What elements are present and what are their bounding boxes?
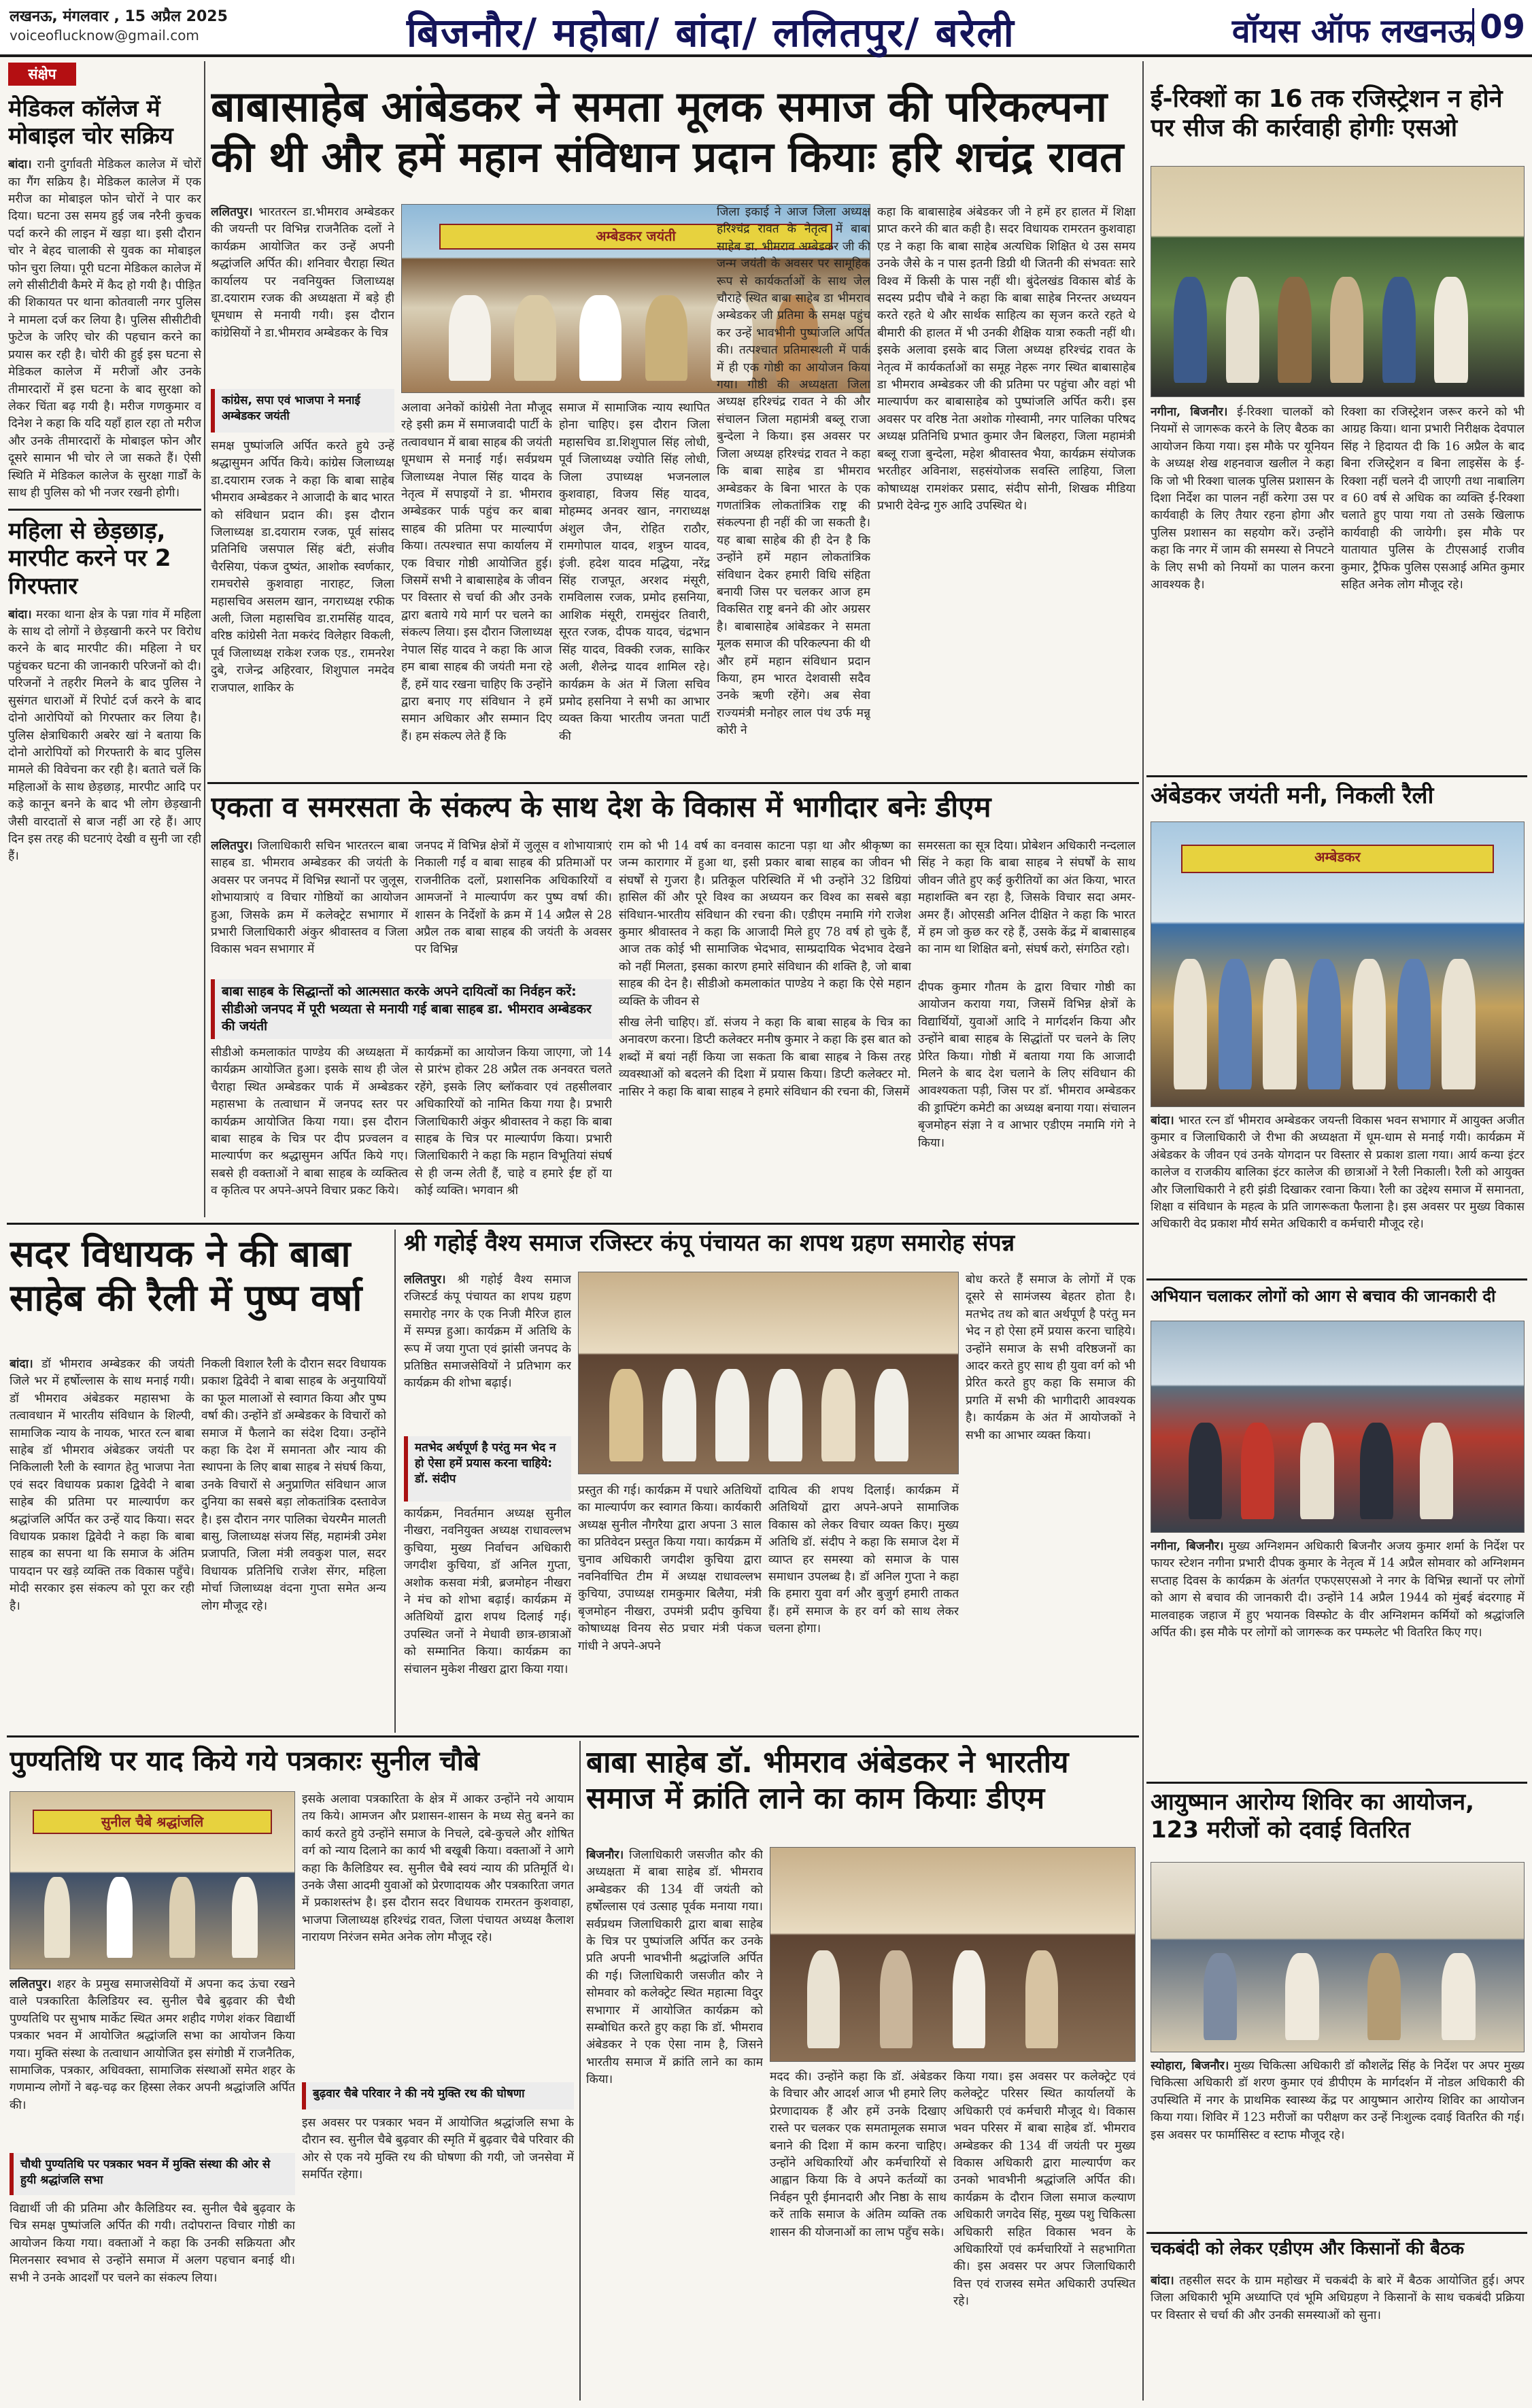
person-figure xyxy=(1219,959,1252,1089)
person-figure xyxy=(44,1877,70,1958)
person-figure xyxy=(715,1369,749,1461)
divider xyxy=(207,782,1139,784)
divider xyxy=(1146,2232,1527,2234)
story6-col3 xyxy=(953,2069,1136,2402)
story4-col4 xyxy=(966,1272,1136,1727)
dateline: बांदा। xyxy=(8,158,32,172)
person-figure xyxy=(1420,1423,1453,1520)
article-body: सीडीओ कमलाकांत पाण्डेय की अध्यक्षता में कार्यक्रम आयोजित हुआ। इसके साथ ही जेल चैराहा स्थित अम्बेडकर पार्क में अम्बेडकर महासभा के तत्वाधान में जनपद स्तर पर कार्यक्रम आयोजित किया गया। इस दौरान बाबा साहब के चित्र पर दीप प्रज्वलन व माल्यार्पण कर श्रद्धासुमन अर्पित किये गए। सबसे ही वक्ताओं ने बाबा साहब के व्यक्तित्व व कृतित्व पर अपने-अपने विचार प्रकट किये। xyxy=(211,1046,408,1198)
person-figure xyxy=(169,1877,195,1958)
photo-banner: अम्बेडकर जयंती xyxy=(439,224,832,250)
story2-col2 xyxy=(415,838,612,974)
article-body: अलावा अनेकों कांग्रेसी नेता मौजूद रहे इसी क्रम में समाजवादी पार्टी के तत्वावधान में बाबा साहब की जयंती धूमधाम से मनाई गई। सर्वप्रथम जिलाध्यक्ष नेपाल सिंह यादव के नेतृत्व में सपाइयों ने डा. भीमराव अम्बेडकर पार्क पहुंच कर बाबा साहब की प्रतिमा पर माल्यार्पण किया। तत्पश्चात सपा कार्यालय में एक विचार गोष्ठी आयोजित हुई। जिसमें सभी ने बाबासाहेब के जीवन पर विस्तार से चर्चा की और उनके द्वारा बताये गये मार्ग पर चलने का संकल्प लिया। इस दौरान जिलाध्यक्ष नेपाल सिंह यादव ने कहा कि आज हम बाबा साहब की जयंती मना रहे हैं, हमें याद रखना चाहिए कि उन्होंने द्वारा बनाए गए संविधान ने हमें समान अधिकार और सम्मान दिए हैं। हम संकल्प लेते हैं कि xyxy=(401,401,552,743)
story2-col4b xyxy=(918,979,1136,1219)
person-figure xyxy=(232,1877,258,1958)
story3-col1 xyxy=(10,1356,194,1723)
person-figure xyxy=(1278,277,1311,382)
right2-headline: अंबेडकर जयंती मनी, निकली रैली xyxy=(1151,782,1434,809)
divider xyxy=(1146,1278,1527,1281)
story4-headline: श्री गहोई वैश्य समाज रजिस्टर कंपू पंचायत का शपथ ग्रहण समारोह संपन्न xyxy=(404,1230,1015,1257)
right2-photo xyxy=(1151,821,1525,1107)
dateline: बांदा। xyxy=(10,1357,33,1371)
story4-col1 xyxy=(404,1272,571,1435)
person-figure xyxy=(1300,1423,1333,1520)
dateline: स्योहारा, बिजनौर। xyxy=(1151,2059,1229,2073)
story1-headline: बाबासाहेब आंबेडकर ने समता मूलक समाज की परिकल्पना की थी और हमें महान संविधान प्रदान कियाः हरि शचंद्र रावत xyxy=(211,82,1124,182)
article-body: जिलाधिकारी जसजीत कौर की अध्यक्षता में बाबा साहेब डॉ. भीमराव अम्बेडकर की 134 वीं जयंती को हर्षोल्लास एवं उत्साह पूर्वक मनाया गया। सर्वप्रथम जिलाधिकारी द्वारा बाबा साहेब के चित्र पर पुष्पांजलि अर्पित कर उनके प्रति अपनी भावभीनी श्रद्धांजलि अर्पित की गई। जिलाधिकारी जसजीत कौर ने सोमवार को कलेक्ट्रेट स्थित महात्मा विदुर सभागार में आयोजित कार्यक्रम को सम्बोधित करते हुए कहा कि डॉ. भीमराव अंबेडकर ने एक ऐसा नाम है, जिसने भारतीय समाज में क्रांति लाने का काम किया। xyxy=(586,1848,763,2087)
page-number: 09 xyxy=(1472,8,1525,46)
person-figure xyxy=(1241,1423,1274,1520)
article-body: कार्यक्रम, निवर्तमान अध्यक्ष सुनील नीखरा, नवनियुक्त अध्यक्ष राधावल्लभ कुचिया, मुख्य निर्वाचन अधिकारी जगदीश कुचिया, डॉ अनिल गुप्ता, अशोक कसवा मंत्री, ब्रजमोहन नीखरा ने मंच को शोभा बढ़ाई। कार्यक्रम में अतिथियों द्वारा शपथ दिलाई गई। उपस्थित जनों ने मेधावी छात्र-छात्राओं को सम्मानित किया। कार्यक्रम का संचालन मुकेश नीखरा द्वारा किया गया। xyxy=(404,1507,571,1676)
divider xyxy=(1146,1782,1527,1784)
article-body: प्रस्तुत की गई। कार्यक्रम में पधारे अतिथियों का माल्यार्पण कर स्वागत किया। कार्यकारी अध्यक्ष सुनील नौगरैया द्वारा अपना 3 साल का प्रतिवेदन प्रस्तुत किया गया। कार्यक्रम में चुनाव अधिकारी जगदीश कुचिया द्वारा नवनिर्वाचित टीम में अध्यक्ष राधावल्लभ कुचिया, उपाध्यक्ष रामकुमार बिलैया, मंत्री बृजमोहन नीखरा, उपमंत्री प्रदीप कुचिया कोषाध्यक्ष विनय सेठ प्रचार मंत्री पंकज गांधी ने अपने-अपने xyxy=(578,1484,762,1653)
right4-body xyxy=(1151,2058,1525,2228)
story4-subhead: मतभेद अर्थपूर्ण है परंतु मन भेद न हो ऐसा हमें प्रयास करना चाहिये: डॉ. संदीप xyxy=(404,1436,571,1502)
dateline: नगीना, बिजनौर। xyxy=(1151,405,1228,419)
article-body: मुख्य चिकित्सा अधिकारी डॉ कौशलेंद्र सिंह के निर्देश पर अपर मुख्य चिकित्सा अधिकारी डॉ शरण कुमार एवं डीपीएम के मार्गदर्शन में नोडल अधिकारी की उपस्थिति में नगर के प्राथमिक स्वास्थ्य केंद्र पर आयुष्मान आरोग्य शिविर का आयोजन किया गया। शिविर में 123 मरीजों का परीक्षण कर उन्हें निःशुल्क दवाई वितरित की गई। इस अवसर पर फार्मासिस्ट व स्टाफ मौजूद रहे। xyxy=(1151,2059,1525,2142)
article-body: कहा कि बाबासाहेब अंबेडकर जी ने हमें हर हालत में शिक्षा प्राप्त करने की बात कही है। सदर विधायक रामरतन कुशवाहा एड ने कहा कि बाबा साहेब अत्यधिक शिक्षित थे उस समय उनके जैसे के न पास इतनी डिग्री थी जितनी की संभवतः सारे विश्व में किसी के पास नहीं थी। बुंदेलखंड विकास बोर्ड के सदस्य प्रदीप चौबे ने कहा कि बाबा साहेब निरन्तर अध्ययन करते रहते थे और सार्थक साहित्य का सृजन करते रहते थे बीमारी की हालत में भी उनकी शैक्षिक यात्रा रुकती नहीं थी। इसके अलावा इसके बाद जिला अध्यक्ष हरिश्चंद्र रावत के नेतृत्व में कार्यकर्ताओं का समूह नेहरू नगर स्थित बाबासाहेब डा भीमराव अम्बेडकर जी की प्रतिमा पर पहुंचा और वहां भी माल्यार्पण कर बाबासाहेब को पुष्पांजलि अर्पित करी। इस अवसर पर वरिष्ठ नेता अशोक गोस्वामी, नगर पालिका परिषद अध्यक्ष प्रतिनिधि प्रभात कुमार जैन बिलहरा, जिला महामंत्री बब्लू राजा बुन्देला, महेश श्रीवास्तव भैया, कार्यक्रम संयोजक भरतीहर अविनाश, सहसंयोजक सवस्ति लाहिया, जिला कोषाध्यक्ष रामशंकर प्रसाद, संदीप सोनी, शिखक मीडिया प्रभारी देवेन्द्र गुरु आदि उपस्थित थे। xyxy=(877,205,1136,513)
article-body: तहसील सदर के ग्राम महोखर में चकबंदी के बारे में बैठक आयोजित हुई। अपर जिला अधिकारी भूमि अध्याप्ति एवं भूमि अधिग्रहण ने किसानों के साथ चकबंदी प्रक्रिया पर विस्तार से चर्चा की और उनकी समस्याओं को सुना। xyxy=(1151,2274,1525,2322)
story5-col1 xyxy=(10,1976,295,2149)
right5-headline: चकबंदी को लेकर एडीएम और किसानों की बैठक xyxy=(1151,2239,1465,2259)
person-figure xyxy=(953,1950,985,2048)
story5-col2b xyxy=(302,2115,574,2402)
story6-col2 xyxy=(770,2069,947,2402)
article-body: मुख्य अग्निशमन अधिकारी बिजनौर अजय कुमार शर्मा के निर्देश पर फायर स्टेशन नगीना प्रभारी दीपक कुमार के नेतृत्व में 14 अप्रैल सोमवार को अग्निशमन सप्ताह दिवस के कार्यक्रम के अंतर्गत एफएसएसओ ने नगर के विभिन्न स्थानों पर लोगों को आग से बचाव की जानकारी दी। उन्होंने 14 अप्रैल 1944 को मुंबई बंदरगाह में मालवाहक जहाज में हुए भयानक विस्फोट के वीर अग्निशमन कर्मियों को श्रद्धांजलि अर्पित की। इस मौके पर लोगों को जागरूक कर पम्फलेट भी वितरित किए गए। xyxy=(1151,1540,1525,1640)
photo-banner: सुनील चैबे श्रद्धांजलि xyxy=(33,1810,271,1834)
story4-col3 xyxy=(768,1482,959,1727)
dateline: ललितपुर। xyxy=(10,1978,52,1991)
dateline: ललितपुर। xyxy=(211,839,253,853)
article-body: इस अवसर पर पत्रकार भवन में आयोजित श्रद्धांजलि सभा के दौरान स्व. सुनील चैबे बुढ़वार की स्मृति में बुढ़वार चैबे परिवार की ओर से एक नये मुक्ति रथ की घोषणा की गयी, जो जनसेवा में समर्पित रहेगा। xyxy=(302,2116,574,2182)
story1-col2 xyxy=(401,400,552,821)
article-body: भारतरत्न डा.भीमराव अम्बेडकर की जयन्ती पर विभिन्न राजनैतिक दलों ने कार्यक्रम आयोजित कर उन्हें अपनी श्रद्धांजलि अर्पित की। शनिवार चैराहा स्थित कार्यालय पर नवनियुक्त जिलाध्यक्ष डा.दयाराम रजक की अध्यक्षता में बड़े ही धूमधाम से मनायी गयी। इस दौरान कांग्रेसियों ने डा.भीमराव अम्बेडकर के चित्र xyxy=(211,205,394,340)
divider xyxy=(8,509,201,511)
person-figure xyxy=(1442,1953,1475,2040)
article-body: बोध करते हैं समाज के लोगों में एक दूसरे से सामंजस्य बेहतर होता है। मतभेद तथ को बात अर्थपूर्ण है परंतु मन भेद न हो ऐसा हमें प्रयास करना चाहिये। उन्होंने समाज के सभी वरिष्ठजनों का आदर करते हुए साथ ही युवा वर्ग को भी प्रेरित करते हुए कहा कि समाज की प्रगति में सभी की भागीदारी आवश्यक है। कार्यक्रम के अंत में आयोजकों ने सभी का आभार व्यक्त किया। xyxy=(966,1273,1136,1442)
column-rule xyxy=(394,1230,396,1733)
person-figure xyxy=(514,295,556,381)
story2-subhead: बाबा साहब के सिद्धान्तों को आत्मसात करके अपने दायित्वों का निर्वहन करें: सीडीओ जनपद में पूरी भव्यता से मनायी गई बाबा साहब डा. भीमराव अम्बेडकर की जयंती xyxy=(211,979,612,1039)
article-body: भारत रत्न डॉ भीमराव अम्बेडकर जयन्ती विकास भवन सभागार में आयुक्त अजीत कुमार व जिलाधिकारी जे रीभा की अध्यक्षता में धूम-धाम से मनाई गयी। कार्यक्रम में अंबेडकर के जीवन एवं उनके योगदान पर विस्तार से प्रकाश डाला गया। आर्य कन्या इंटर कालेज व राजकीय बालिका इंटर कालेज की छात्राओं ने रैली निकाली। रैली को आयुक्त और जिलाधिकारी ने हरी झंडी दिखाकर रवाना किया। रैली का उद्देश्य समाज में समानता, शिक्षा व संविधान के महत्व के प्रति जागरूकता फैलाना है। इस अवसर पर मुख्य विकास अधिकारी वेद प्रकाश मौर्य समेत अधिकारी व कर्मचारी मौजूद रहे। xyxy=(1151,1114,1525,1232)
article-body: ई-रिक्शा चालकों को नियमों से जागरूक करने के लिए बैठक का आयोजन किया गया। इस मौके पर यूनियन के अध्यक्ष शेख शहनवाज खलील ने कहा कि जो भी रिक्शा चालक पुलिस प्रशासन के दिशा निर्देश का पालन नहीं करेगा उस पर कार्यवाही के लिए तैयार रहना होगा और पुलिस प्रशासन का सहयोग करें। उन्होंने कहा कि नगर में जाम की समस्या से निपटने के लिए सभी को नियमों का पालन करना आवश्यक है। xyxy=(1151,405,1334,592)
article-body: रानी दुर्गावती मेडिकल कालेज में चोरों का गैंग सक्रिय है। मेडिकल कालेज में एक मरीज का मोबाइल फोन चोरों ने पार कर दिया। घटना उस समय हुई जब नरैनी कुचक पर्दा करने की लाइन में खड़ा था। इसी दौरान चोर ने बेहद चालाकी से युवक का मोबाइल फोन चुरा लिया। पूरी घटना मेडिकल कालेज में लगे सीसीटीवी कैमरे में कैद हो गयी है। पीड़ित की शिकायत पर थाना कोतवाली नगर पुलिस ने मामला दर्ज कर लिया है। पुलिस सीसीटीवी फुटेज के जरिए चोर की पहचान करने का प्रयास कर रही है। चोरी की हुई इस घटना से मेडिकल कालेज में मरीजों और उनके तीमारदारों में इस घटना के बाद सुरक्षा को लेकर चिंता बढ़ गयी है। मरीज गणकुमार व दिनेश ने कहा कि यदि यहाँ हाल रहा तो मरीज और उनके तीमारदारों के मोबाइल फोन और दूसरे सामान भी चोर ले जा सकते हैं। ऐसी स्थिति में मेडिकल कालेज के सुरक्षा गार्डों के साथ ही पुलिस को भी नजर रखनी होगी। xyxy=(8,158,201,500)
column-rule xyxy=(1142,61,1144,2401)
article-body: इसके अलावा पत्रकारिता के क्षेत्र में आकर उन्होंने नये आयाम तय किये। आमजन और प्रशासन-शासन के मध्य सेतु बनने का कार्य करते हुये उन्होंने समाज के निचले, दबे-कुचले और शोषित वर्ग को न्याय दिलाने का कार्य भी बखूबी किया। वक्ताओं ने आगे कहा कि कैलिडियर स्व. सुनील चैबे स्वयं न्याय की प्रतिमूर्ति थे। उनके जैसा आदमी युवाओं को प्रेरणादायक और पत्रकारिता जगत में प्रकाशस्तंभ है। इस दौरान सदर विधायक रामरतन कुशवाहा, भाजपा जिलाध्यक्ष हरिश्चंद्र रावत, जिला पंचायत अध्यक्ष कैलाश नारायण निरंजन समेत अनेक लोग मौजूद रहे। xyxy=(302,1793,574,1945)
person-figure xyxy=(1434,277,1467,382)
article-body: दीपक कुमार गौतम के द्वारा विचार गोष्ठी का आयोजन कराया गया, जिसमें विभिन्न क्षेत्रों के विद्यार्थियों, युवाओं आदि ने मार्गदर्शन किया और उन्होंने बाबा साहब के सिद्धांतों पर चलने के लिए प्रेरित किया। गोष्ठी में बताया गया कि आजादी मिलने के बाद देश चलाने के लिए संविधान की आवश्यकता पड़ी, जिस पर डॉ. भीमराव अम्बेडकर की ड्राफ्टिंग कमेटी का अध्यक्ष बनाया गया। संचालन बृजमोहन संज्ञा ने व आभार एडीएम नमामि गंगे ने किया। xyxy=(918,981,1136,1150)
right4-photo xyxy=(1151,1862,1525,2052)
story6-col1 xyxy=(586,1847,763,2402)
story4-photo xyxy=(578,1272,959,1474)
person-figure xyxy=(1367,1953,1401,2040)
article-body: निकली विशाल रैली के दौरान सदर विधायक प्रकाश द्विवेदी ने बाबा साहब के अनुयायियों का फूल मालाओं से स्वागत किया और पुष्प वर्षा की। उन्होंने डॉ अम्बेडकर के विचारों को समाज में फैलाने का संदेश दिया। उन्होंने कहा कि देश में समानता और न्याय की स्थापना के लिए बाबा साहब ने संघर्ष किया, उनके विचारों से अनुप्राणित संविधान आज दुनिया का सबसे बड़ा लोकतांत्रिक दस्तावेज है। इस दौरान नगर पालिका चेयरमैन मालती बासु, जिलाध्यक्ष संजय सिंह, महामंत्री उमेश प्रजापति, जिला मंत्री लवकुश पाल, सदर विधायक प्रतिनिधि राजेश सेंगर, महिला मोर्चा जिलाध्यक्ष वंदना गुप्ता समेत अन्य लोग मौजूद रहे। xyxy=(201,1357,386,1613)
story3-headline: सदर विधायक ने की बाबा साहेब की रैली में पुष्प वर्षा xyxy=(10,1232,362,1319)
sidebar-headline-2: महिला से छेड़छाड़, मारपीट करने पर 2 गिरफ्तार xyxy=(8,518,171,600)
divider xyxy=(7,1223,1139,1225)
story5-photo xyxy=(10,1791,295,1969)
article-body: समाज में सामाजिक न्याय स्थापित होना चाहिए। इस दौरान जिला महासचिव डा.शिशुपाल सिंह लोधी, पूर्व जिलाध्यक्ष ज्योति सिंह लोधी, जिला उपाध्यक्ष भजनलाल कुशवाहा, विजय सिंह यादव, मोहम्मद अनवर खान, नगराध्यक्ष अंशुल जैन, रोहित राठौर, रामगोपाल यादव, शत्रुघ्न यादव, इंजी. हदेश यादव मद्धिया, नरेंद्र सिंह राजपूत, अरशद मंसूरी, रामविलास रजक, प्रमोद हसनिया, आशिक मंसूरी, रामसुंदर तिवारी, सूरत रजक, दीपक यादव, चंद्रभान सिंह यादव, विक्की रजक, साकिर अली, शैलेन्द्र यादव शामिल रहे। कार्यक्रम के अंत में जिला सचिव प्रमोद हसनिया ने सभी का आभार व्यक्त किया भारतीय जनता पार्टी की xyxy=(559,401,710,743)
person-figure xyxy=(1189,1423,1222,1520)
masthead xyxy=(0,0,1532,57)
person-figure xyxy=(1263,959,1296,1089)
story4-col1b xyxy=(404,1506,571,1727)
story6-headline: बाबा साहेब डॉ. भीमराव अंबेडकर ने भारतीय समाज में क्रांति लाने का काम कियाः डीएम xyxy=(586,1745,1069,1816)
story2-col3 xyxy=(619,838,911,1219)
person-figure xyxy=(1174,959,1207,1089)
dateline: नगीना, बिजनौर। xyxy=(1151,1540,1224,1553)
brief-tag: संक्षेप xyxy=(8,63,76,86)
story1-col1b xyxy=(211,438,394,819)
dateline: ललितपुर। xyxy=(211,205,253,219)
person-figure xyxy=(609,1369,643,1461)
story5-subhead-2: बुढ़वार चैबे परिवार ने की नये मुक्ति रथ की घोषणा xyxy=(302,2082,574,2109)
right3-headline: अभियान चलाकर लोगों को आग से बचाव की जानकारी दी xyxy=(1151,1287,1496,1306)
article-body: जिला इकाई ने आज जिला अध्यक्ष हरिश्चंद्र रावत के नेतृत्व में बाबा साहेब डा. भीमराव अम्बेडकर जी की जन्म जयंती के अवसर पर सामूहिक रूप से कार्यकर्ताओं के साथ जेल चौराहे स्थित बाबा साहेब डा भीमराव अम्बेडकर जी प्रतिमा के समक्ष पहुंच कर उन्हें भावभीनी पुष्पांजलि अर्पित की। तत्पश्चात प्रतिमास्थली में पार्क में ही एक गोष्ठी का आयोजन किया गया। गोष्ठी की अध्यक्षता जिला अध्यक्ष हरिश्चंद्र रावत ने की और संचालन जिला महामंत्री बब्लू राजा बुन्देला ने किया। इस अवसर पर जिला अध्यक्ष हरिश्चंद्र रावत ने कहा कि बाबा साहेब डा भीमराव अम्बेडकर के बिना भारत के एक गणतांत्रिक लोकतांत्रिक राष्ट्र की संकल्पना ही नहीं की जा सकती है। यह बाबा साहेब की ही देन है कि उन्होंने हमें महान लोकतांत्रिक संविधान देकर हमारी विधि संहिता बनायी जिस पर चलकर आज हम विकसित राष्ट्र बनने की ओर अग्रसर है। बाबासाहेब आंबेडकर ने समता मूलक समाज की परिकल्पना की थी और हमें महान संविधान प्रदान किया, हम भारत देशवासी सदैव उनके ऋणी रहेंगे। अब सेवा राज्यमंत्री मनोहर लाल पंथ उर्फ मन्नू कोरी ने xyxy=(717,205,870,738)
article-body: जनपद में विभिन्न क्षेत्रों में जुलूस व शोभायात्राएं निकाली गईं व बाबा साहब की प्रतिमाओं पर राजनीतिक दलों, प्रशासनिक अधिकारियों व आमजनों ने माल्यार्पण कर पुष्प वर्षा की। शासन के निर्देशों के क्रम में 14 अप्रैल से 28 अप्रैल तक बाबा साहब की जयंती के अवसर पर विभिन्न xyxy=(415,839,612,957)
story5-col1b xyxy=(10,2201,295,2402)
person-figure xyxy=(1285,1953,1318,2040)
story1-col5 xyxy=(877,204,1136,821)
story1-col4 xyxy=(717,204,870,821)
person-figure xyxy=(1442,959,1475,1089)
person-figure xyxy=(645,295,687,381)
article-body: कार्यक्रमों का आयोजन किया जाएगा, जो 14 से प्रारंभ होकर 28 अप्रैल तक अनवरत चलते रहेंगे, इसके लिए ब्लॉकवार एवं तहसीलवार अधिकारियों को नामित किया गया है। प्रभारी जिलाधिकारी अंकुर श्रीवास्तव ने कहा कि बाबा साहब के चित्र पर माल्यार्पण किया। प्रभारी जिलाधिकारी ने कहा कि महान विभूतियां संघर्ष से ही जन्म लेती हैं, चाहे व हमारे ईष्ट हों या कोई व्यक्ति। भगवान श्री xyxy=(415,1046,612,1198)
article-body: समक्ष पुष्पांजलि अर्पित करते हुये उन्हें श्रद्धासुमन अर्पित किये। कांग्रेस जिलाध्यक्ष डा.दयाराम रजक ने कहा कि बाबा साहेब भीमराव अम्बेडकर ने आजादी के बाद भारत को संविधान प्रदान की। इस दौरान जिलाध्यक्ष डा.दयाराम रजक, पूर्व सांसद प्रतिनिधि जसपाल सिंह बंटी, संजीव चैरसिया, पंकज दुष्यंत, आशोक स्वर्णकार, रामचरोसे कुशवाहा नाराहट, जिला महासचिव असलम खान, नगराध्यक्ष रफीक अली, जिला महासचिव डा.रामसिंह यादव, वरिष्ठ कांग्रेसी नेता मकरंद विलेहार विकली, पूर्व जिलाध्यक्ष राकेश रजक एड., रामनरेश दुबे, राजेन्द्र अहिरवार, शिशुपाल नमदेव राजपाल, शाकिर के xyxy=(211,439,394,695)
dateline: बांदा। xyxy=(1151,2274,1174,2288)
right4-headline: आयुष्मान आरोग्य शिविर का आयोजन, 123 मरीजों को दवाई वितरित xyxy=(1151,1788,1475,1844)
person-figure xyxy=(768,1369,802,1461)
right1-photo xyxy=(1151,166,1525,397)
story2-col4 xyxy=(918,838,1136,974)
right1-col2 xyxy=(1341,404,1525,771)
person-figure xyxy=(1174,277,1207,382)
sidebar-headline-1: मेडिकल कॉलेज में मोबाइल चोर सक्रिय xyxy=(8,95,173,150)
article-body: दायित्व की शपथ दिलाई। कार्यक्रम में अतिथियों द्वारा अपने-अपने सामाजिक विकास को लेकर विचार व्यक्त किए। मुख्य अतिथि डॉ. संदीप ने कहा कि समाज देश में व्याप्त हर समस्या को समाज के पास समाधान उपलब्ध है। डॉ अनिल गुप्ता ने कहा कि हमारा युवा वर्ग और बुजुर्ग हमारी ताकत हैं। हमें समाज के हर वर्ग को साथ लेकर चलना होगा। xyxy=(768,1484,959,1636)
story2-col1b xyxy=(211,1045,408,1219)
article-body: डॉ भीमराव अम्बेडकर की जयंती जिले भर में हर्षोल्लास के साथ मनाई गयी। डॉ भीमराव अंबेडकर महासभा के तत्वावधान में भारतीय संविधान के शिल्पी, सामाजिक न्याय के नायक, भारत रत्न बाबा साहेब डॉ भीमराव अंबेडकर जयंती पर निकिलाली रैली के स्वागत हेतु भाजपा नेता एवं सदर विधायक प्रकाश द्विवेदी ने बाबा साहेब की प्रतिमा पर माल्यार्पण कर श्रद्धांजलि अर्पित कर उन्हें याद किया। सदर विधायक प्रकाश द्विवेदी ने कहा कि बाबा साहब का सपना था कि समाज के अंतिम पायदान पर खड़े व्यक्ति तक विकास पहुँचे। मोदी सरकार इस संकल्प को पूरा कर रही है। xyxy=(10,1357,194,1613)
article-body: रिक्शा का रजिस्ट्रेशन जरूर करने को भी आग्रह किया। थाना प्रभारी निरीक्षक देवपाल सिंह ने हिदायत दी कि 16 अप्रैल के बाद बिना रजिस्ट्रेशन व बिना लाइसेंस के ई-रिक्शा नहीं चलने दी जाएगी तथा नाबालिग व 60 वर्ष से अधिक का व्यक्ति ई-रिक्शा चलाते हुए पाया गया तो उसके खिलाफ कार्यवाही की जायेगी। इस मौके पर यातायात पुलिस के टीएसआई राजीव कुमार, ट्रैफिक पुलिस एसआई अमित कुमार सहित अनेक लोग मौजूद रहे। xyxy=(1341,405,1525,592)
person-figure xyxy=(1352,959,1386,1089)
dateline: बांदा। xyxy=(1151,1114,1174,1127)
article-body: शहर के प्रमुख समाजसेवियों में अपना कद ऊंचा रखने वाले पत्रकारिता कैलिडियर स्व. सुनील चैबे बुढ़वार की चैथी पुण्यतिथि पर सुभाष मार्केट स्थित अमर शहीद गणेश शंकर विद्यार्थी पत्रकार भवन में आयोजित श्रद्धांजलि सभा का आयोजन किया गया। मुक्ति संस्था के तत्वाधान आयोजित इस संगोष्ठी में राजनैतिक, सामाजिक, पत्रकार, अधिवक्ता, सामाजिक संस्थाओं समेत शहर के गणमान्य लोगों ने बढ़-चढ़ कर हिस्सा लेकर अपनी श्रद्धांजलि अर्पित की। xyxy=(10,1978,295,2112)
person-figure xyxy=(1025,1950,1058,2048)
article-body: मरका थाना क्षेत्र के पन्ना गांव में महिला के साथ दो लोगों ने छेड़खानी करने पर विरोध करने के बाद मारपीट की। महिला ने घर पहुंचकर घटना की जानकारी परिजनों को दी। परिजनों ने तहरीर मिलने के बाद पुलिस ने सुसंगत धाराओं में रिपोर्ट दर्ज करने के बाद दोनो आरोपियों को गिरफ्तार कर लिया है। पुलिस क्षेत्राधिकारी अबरेर खां ने बताया कि दोनो आरोपियों को गिरफ्तारी के बाद पुलिस मामले की विवेचना कर रही है। बताते चलें कि महिलाओं के साथ छेड़छाड़, मारपीट आदि पर कड़े कानून बनने के बाद भी लोग छेड़खानी जैसी वारदातों से बाज नहीं आ रहे हैं। आए दिन इस तरह की घटनाएं देखी व सुनी जा रही हैं। xyxy=(8,607,201,864)
dateline: बांदा। xyxy=(8,607,32,622)
story2-col1 xyxy=(211,838,408,974)
story2-col2b xyxy=(415,1045,612,1219)
right3-body xyxy=(1151,1538,1525,1776)
article-body: समरसता का सूत्र दिया। प्रोबेशन अधिकारी नन्दलाल सिंह ने कहा कि बाबा साहब ने संघर्षों के साथ जीवन जीते हुए कई कुरीतियों का अंत किया, भारत महाशक्ति बन रहा है, जिसके विचार सदा अमर-अमर हैं। ओएसडी अनिल दीक्षित ने कहा कि भारत में हम जो कुछ कर रहे हैं, उसके केंद्र में बाबासाहब का नाम था शिक्षित बनो, संघर्ष करो, संगठित रहो। xyxy=(918,839,1136,957)
person-figure xyxy=(1226,277,1259,382)
story4-col2 xyxy=(578,1482,762,1727)
contact-email[interactable]: voiceoflucknow@gmail.com xyxy=(10,27,199,44)
story5-headline: पुण्यतिथि पर याद किये गये पत्रकारः सुनील चौबे xyxy=(10,1746,479,1777)
story1-col3 xyxy=(559,400,710,821)
person-figure xyxy=(807,1950,840,2048)
story5-col2 xyxy=(302,1791,574,2077)
divider xyxy=(7,1735,1139,1737)
person-figure xyxy=(1308,959,1341,1089)
person-figure xyxy=(1397,959,1431,1089)
article-body: श्री गहोई वैश्य समाज रजिस्टर्ड कंपू पंचायत का शपथ ग्रहण समारोह नगर के एक निजी मैरिज हाल में सम्पन्न हुआ। कार्यक्रम में अतिथि के रूप में जया गुप्ता एवं झांसी जनपद के प्रतिष्ठित समाजसेवियों ने प्रतिभाग कर कार्यक्रम की शोभा बढ़ाई। xyxy=(404,1273,571,1391)
article-body: राम को भी 14 वर्ष का वनवास काटना पड़ा था और श्रीकृष्ण का जन्म कारागार में हुआ था, इसी प्रकार बाबा साहब का जीवन भी संघर्षों से गुजरा है। प्रतिकूल परिस्थिति में भी उन्होंने 32 डिग्रियां हासिल कीं और पूरे विश्व का अध्ययन कर विश्व का सबसे बड़ा संविधान-भारतीय संविधान की रचना की। एडीएम नमामि गंगे राजेश कुमार श्रीवास्तव ने कहा कि आजादी मिले हुए 78 वर्ष हो चुके हैं, आज तक कोई भी सामाजिक भेदभाव, साम्प्रदायिक भेदभाव देखने को नहीं मिलता, इसका कारण हमारे संविधान की शक्ति है, जो बाबा साहब की देन है। सीडीओ कमलाकांत पाण्डेय ने कहा कि ऐसे महान व्यक्ति के जीवन से xyxy=(619,839,911,1008)
section-title: बिजनौर/ महोबा/ बांदा/ ललितपुर/ बरेली xyxy=(407,10,1015,56)
person-figure xyxy=(1360,1423,1393,1520)
story2-headline: एकता व समरसता के संकल्प के साथ देश के विकास में भागीदार बनेः डीएम xyxy=(211,790,991,824)
right3-photo xyxy=(1151,1321,1525,1533)
dateline: बिजनौर। xyxy=(586,1848,624,1862)
photo-banner: अम्बेडकर xyxy=(1181,845,1494,873)
dateline: ललितपुर। xyxy=(404,1273,446,1287)
person-figure xyxy=(1204,1953,1237,2040)
right1-headline: ई-रिक्शों का 16 तक रजिस्ट्रेशन न होने पर सीज की कार्रवाही होगीः एसओ xyxy=(1151,85,1503,143)
story1-subhead: कांग्रेस, सपा एवं भाजपा ने मनाई अम्बेडकर जयंती xyxy=(211,389,394,433)
article-body: सीख लेनी चाहिए। डॉ. संजय ने कहा कि बाबा साहब के चित्र का अनावरण करना। डिप्टी कलेक्टर मनीष कुमार ने कहा कि इस बात को शब्दों में बयां नहीं किया जा सकता कि बाबा साहब ने किस तरह व्यवस्थाओं को बदलने की दिशा में प्रयास किया। डिप्टी कलेक्टर मो. नासिर ने कहा कि बाबा साहब ने हमारे संविधान की रचना की, जिसमें xyxy=(619,1016,911,1099)
article-body: किया गया। इस अवसर पर कलेक्ट्रेट एवं कलेक्ट्रेट परिसर स्थित कार्यालयों के अधिकारी एवं कर्मचारी मौजूद थे। विकास भवन परिसर में बाबा साहेब डॉ. भीमराव अम्बेडकर की 134 वीं जयंती पर मुख्य विकास अधिकारी द्वारा माल्यार्पण कर उनको भावभीनी श्रद्धांजलि अर्पित की। कार्यक्रम के दौरान जिला समाज कल्याण अधिकारी जगदेव सिंह, मुख्य पशु चिकित्सा अधिकारी सहित विकास भवन के अधिकारियों एवं कर्मचारियों ने सहभागिता की। इस अवसर पर अपर जिलाधिकारी वित्त एवं राजस्व समेत अधिकारी उपस्थित रहे। xyxy=(953,2070,1136,2309)
story6-photo xyxy=(770,1847,1136,2062)
person-figure xyxy=(662,1369,696,1461)
person-figure xyxy=(449,295,491,381)
person-figure xyxy=(1382,277,1416,382)
person-figure xyxy=(880,1950,913,2048)
person-figure xyxy=(579,295,622,381)
column-rule xyxy=(579,1741,581,2401)
right1-col1 xyxy=(1151,404,1334,771)
divider xyxy=(1146,775,1527,777)
column-rule xyxy=(204,61,205,1217)
sidebar-column xyxy=(8,91,201,1308)
person-figure xyxy=(821,1369,855,1461)
right5-body xyxy=(1151,2273,1525,2402)
article-body: जिलाधिकारी सचिन भारतरत्न बाबा साहब डा. भीमराव अम्बेडकर की जयंती के अवसर पर जनपद में विभिन्न स्थानों पर जुलूस, शोभायात्राएं व विचार गोष्ठियों का आयोजन हुआ, जिसके क्रम में कलेक्ट्रेट सभागार में प्रभारी जिलाधिकारी अंकुर श्रीवास्तव व जिला विकास भवन सभागार में xyxy=(211,839,408,957)
right2-body xyxy=(1151,1113,1525,1276)
newspaper-brand: वॉयस ऑफ लखनऊ xyxy=(1231,12,1474,50)
person-figure xyxy=(107,1877,133,1958)
person-figure xyxy=(874,1369,908,1461)
story5-subhead: चौथी पुण्यतिथि पर पत्रकार भवन में मुक्ति संस्था की ओर से हुयी श्रद्धांजलि सभा xyxy=(10,2153,295,2195)
article-body: विद्यार्थी जी की प्रतिमा और कैलिडियर स्व. सुनील चैबे बुढ़वार के चित्र समक्ष पुष्पांजलि अर्पित की गयी। तदोपरान्त विचार गोष्ठी का आयोजन किया गया। वक्ताओं ने कहा कि उनकी सक्रियता और मिलनसार स्वभाव से उन्होंने समाज में अलग पहचान बनाई थी। सभी ने उनके आदर्शों पर चलने का संकल्प लिया। xyxy=(10,2202,295,2285)
person-figure xyxy=(1330,277,1363,382)
article-body: मदद की। उन्होंने कहा कि डॉ. अंबेडकर के विचार और आदर्श आज भी हमारे लिए प्रेरणादायक हैं और हमें उनके दिखाए रास्ते पर चलकर एक समतामूलक समाज बनाने की दिशा में काम करना चाहिए। उन्होंने अधिकारियों और कर्मचारियों से आह्वान किया कि वे अपने कर्तव्यों का निर्वहन पूरी ईमानदारी और निष्ठा के साथ करें ताकि समाज के अंतिम व्यक्ति तक शासन की योजनाओं का लाभ पहुँच सके। xyxy=(770,2070,947,2239)
edition-date: लखनऊ, मंगलवार , 15 अप्रैल 2025 xyxy=(10,8,228,25)
story3-col2 xyxy=(201,1356,386,1723)
